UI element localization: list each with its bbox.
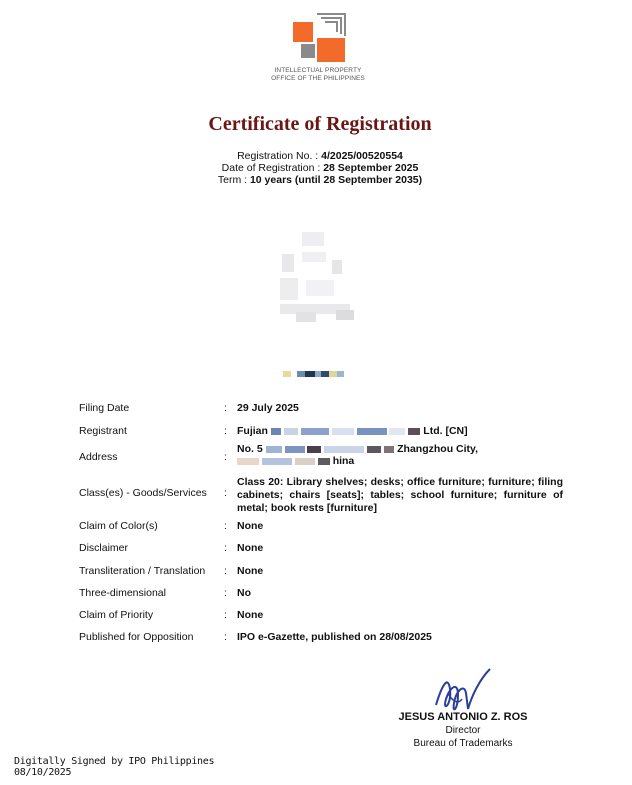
registration-number: [0, 150, 632, 162]
transliteration-value: None: [237, 565, 264, 577]
disclaimer-value: None: [237, 542, 264, 554]
row-classes: Class(es) - Goods/Services : Class 20: Library shelves; desks; office furniture; furniture; filing cabinets; chairs [seats]; tables; school furniture; furniture of metal; book rests [furniture]: [79, 476, 563, 514]
three-dimensional-value: No: [237, 587, 251, 599]
claim-color-label: Claim of Color(s): [79, 520, 158, 532]
reg-date-value: 28 September 2025: [323, 162, 419, 174]
redacted-mark-image: [236, 228, 366, 328]
registrant-name-end: Ltd. [CN]: [423, 425, 468, 437]
published-value: IPO e-Gazette, published on 28/08/2025: [237, 631, 432, 643]
classes-value: Class 20: Library shelves; desks; office furniture; furniture; filing cabinets; chairs [seats]; tables; school furniture; furniture of metal; book rests [furniture]: [237, 476, 563, 514]
row-address: Address : No. 5 Zhangzhou City, hina: [79, 443, 569, 473]
filing-date-value: 29 July 2025: [237, 402, 299, 414]
digital-signature-note: Digitally Signed by IPO Philippines: [14, 756, 215, 767]
three-dimensional-label: Three-dimensional: [79, 587, 166, 599]
signatory-title: Director: [445, 725, 481, 736]
digital-signature-date: 08/10/2025: [14, 767, 72, 778]
claim-priority-label: Claim of Priority: [79, 609, 154, 621]
claim-priority-value: None: [237, 609, 264, 621]
registrant-name-start: Fujian: [237, 425, 268, 437]
signatory-name: JESUS ANTONIO Z. ROS: [398, 711, 528, 723]
claim-color-value: None: [237, 520, 264, 532]
address-end: hina: [332, 455, 355, 467]
disclaimer-label: Disclaimer: [79, 542, 129, 554]
reg-no-label: Registration No. :: [237, 150, 319, 162]
registrant-value: [237, 425, 563, 437]
ipophl-logo: [289, 10, 349, 70]
reg-date-label: Date of Registration :: [221, 162, 321, 174]
classes-label: Class(es) - Goods/Services: [79, 487, 207, 499]
signatory-office: Bureau of Trademarks: [413, 738, 513, 749]
logo-text: [262, 67, 374, 82]
logo-text-line1: INTELLECTUAL PROPERTY: [274, 67, 362, 74]
address-label: Address: [79, 451, 118, 463]
reg-no-value: 4/2025/00520554: [321, 150, 403, 162]
transliteration-label: Transliteration / Translation: [79, 565, 206, 577]
published-label: Published for Opposition: [79, 631, 194, 643]
address-value: [237, 443, 563, 467]
registrant-label: Registrant: [79, 425, 127, 437]
logo-text-line2: OFFICE OF THE PHILIPPINES: [271, 74, 365, 82]
address-mid: Zhangzhou City,: [397, 443, 479, 455]
registration-date: [0, 162, 632, 174]
address-start: No. 5: [237, 443, 263, 455]
page-title: Certificate of Registration: [208, 113, 432, 135]
term-label: Term :: [217, 174, 248, 186]
term-value: 10 years (until 28 September 2035): [249, 174, 423, 186]
registration-term: [0, 174, 632, 186]
filing-date-label: Filing Date: [79, 402, 130, 414]
redacted-strip: [283, 371, 344, 377]
redacted-text: [271, 428, 281, 435]
